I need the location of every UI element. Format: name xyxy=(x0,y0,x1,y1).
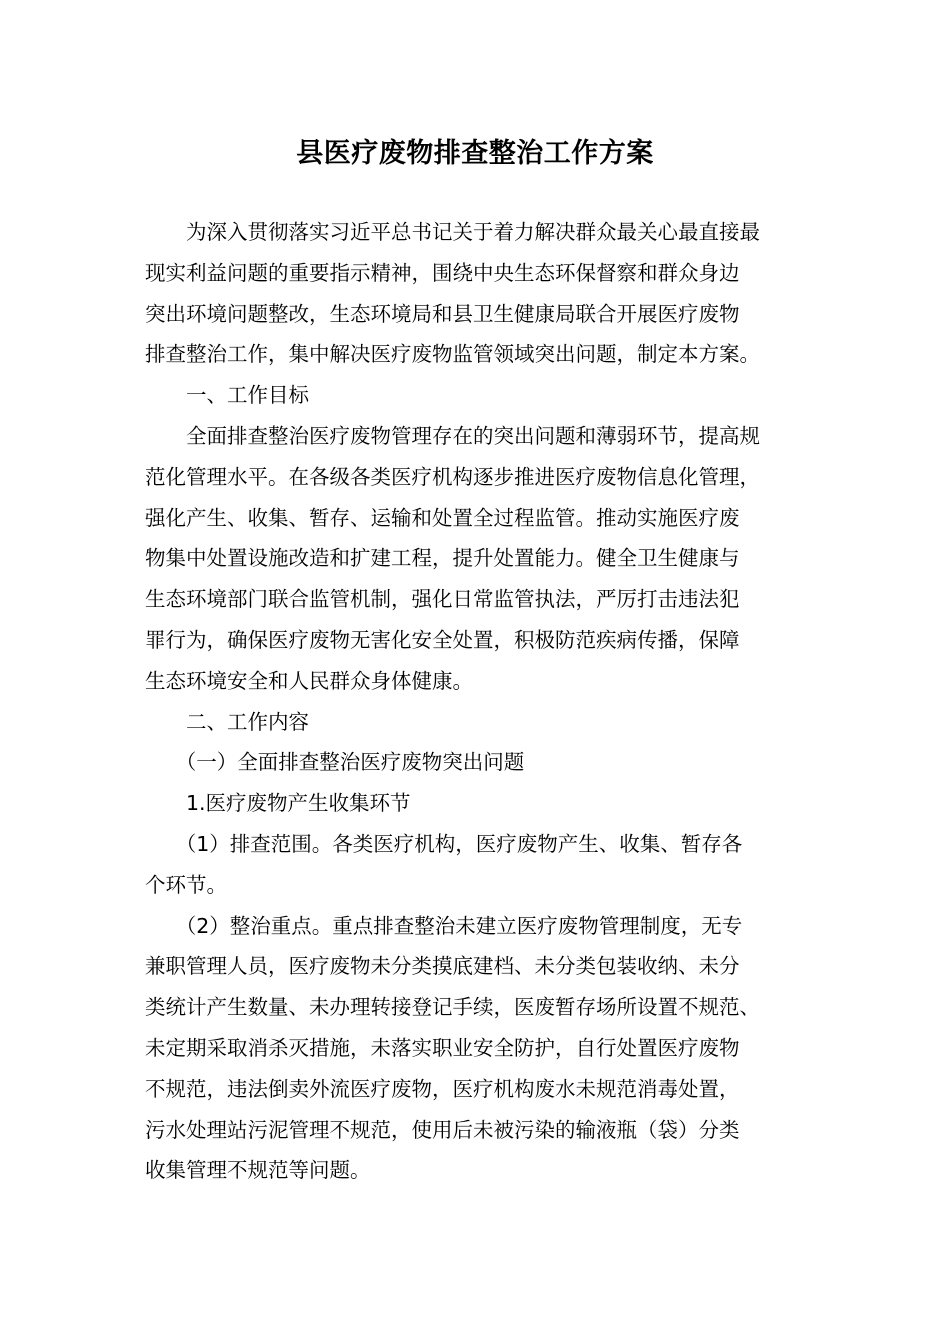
text-line: （1）排查范围。各类医疗机构，医疗废物产生、收集、暂存各 xyxy=(175,831,743,856)
section-heading-content: 二、工作内容 xyxy=(186,709,309,734)
text-line: 强化产生、收集、暂存、运输和处置全过程监管。推动实施医疗废 xyxy=(145,505,740,530)
item-heading: 1.医疗废物产生收集环节 xyxy=(186,791,411,816)
intro-paragraph xyxy=(145,212,810,375)
text-line: 生态环境部门联合监管机制，强化日常监管执法，严厉打击违法犯 xyxy=(145,587,740,612)
text-line: 收集管理不规范等问题。 xyxy=(145,1158,371,1183)
text-line: （2）整治重点。重点排查整治未建立医疗废物管理制度，无专 xyxy=(175,913,743,938)
text-line: 排查整治工作，集中解决医疗废物监管领域突出问题，制定本方案。 xyxy=(145,342,760,367)
text-line: 个环节。 xyxy=(145,872,227,897)
text-line: 不规范，违法倒卖外流医疗废物，医疗机构废水未规范消毒处置， xyxy=(145,1076,740,1101)
text-line: 兼职管理人员，医疗废物未分类摸底建档、未分类包装收纳、未分 xyxy=(145,954,740,979)
focus-paragraph xyxy=(145,906,810,1192)
document-body xyxy=(145,212,810,1191)
section-heading-goals: 一、工作目标 xyxy=(186,383,309,408)
text-line: 物集中处置设施改造和扩建工程，提升处置能力。健全卫生健康与 xyxy=(145,546,740,571)
text-line: 罪行为，确保医疗废物无害化安全处置，积极防范疾病传播，保障 xyxy=(145,627,740,652)
text-line: 为深入贯彻落实习近平总书记关于着力解决群众最关心最直接最 xyxy=(186,220,760,244)
text-line: 污水处理站污泥管理不规范，使用后未被污染的输液瓶（袋）分类 xyxy=(145,1117,740,1142)
text-line: 突出环境问题整改，生态环境局和县卫生健康局联合开展医疗废物 xyxy=(145,301,740,326)
text-line: 现实利益问题的重要指示精神，围绕中央生态环保督察和群众身边 xyxy=(145,260,740,285)
text-line: 类统计产生数量、未办理转接登记手续，医废暂存场所设置不规范、 xyxy=(145,995,760,1020)
text-line: 范化管理水平。在各级各类医疗机构逐步推进医疗废物信息化管理， xyxy=(145,464,760,489)
text-line: 全面排查整治医疗废物管理存在的突出问题和薄弱环节，提高规 xyxy=(186,423,760,448)
scope-paragraph xyxy=(145,824,810,906)
document-title: 县医疗废物排查整治工作方案 xyxy=(296,138,654,169)
text-line: 未定期采取消杀灭措施，未落实职业安全防护，自行处置医疗废物 xyxy=(145,1035,740,1060)
subsection-heading: （一）全面排查整治医疗废物突出问题 xyxy=(175,750,525,775)
text-line: 生态环境安全和人民群众身体健康。 xyxy=(145,668,473,693)
goals-paragraph xyxy=(145,416,810,702)
